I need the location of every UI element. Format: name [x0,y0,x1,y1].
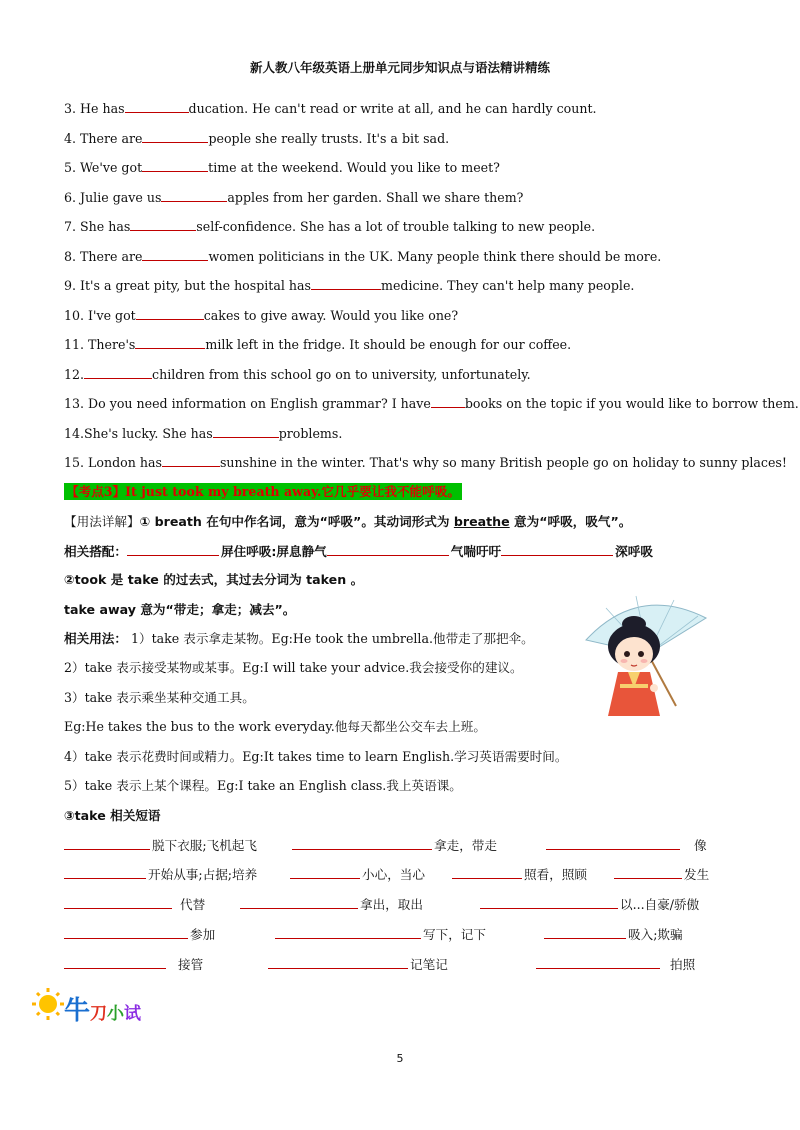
exercise-item [64,159,500,176]
answer-blank[interactable] [130,218,196,231]
exercise-text-after: time at the weekend. Would you like to meet? [208,160,500,175]
usage-3-example: Eg:He takes the bus to the work everyday.他每天都坐公交车去上班。 [64,719,486,734]
exercise-item [64,336,571,353]
collocation-meaning-2: 气喘吁吁 [450,544,502,559]
collocation-meaning-1: 屏住呼吸:屏息静气 [220,544,327,559]
exercise-text-before: 15. London has [64,455,162,470]
takeaway-line: take away 意为“带走；拿走；减去”。 [64,602,296,617]
exercise-item [64,307,458,324]
phrase-item: 照看，照顾 [452,866,587,883]
exercise-text-after: books on the topic if you would like to borrow them. [464,396,799,411]
exercise-text-before: 10. I've got [64,307,136,323]
exercise-text-after: ducation. He can't read or write at all, and he can hardly count. [188,101,597,116]
exercise-item [64,454,787,471]
answer-blank[interactable] [64,896,172,909]
answer-blank[interactable] [268,956,408,969]
phrase-item: 脱下衣服;飞机起飞 [64,837,257,854]
exercise-text-before: 5. We've got [64,160,143,175]
exercise-text-after: children from this school go on to university, unfortunately. [152,366,531,382]
answer-blank[interactable] [142,159,208,172]
logo-text: 牛刀小试 [64,996,142,1026]
answer-blank[interactable] [142,248,208,261]
usage-4: 4）take 表示花费时间或精力。Eg:It takes time to learn English.学习英语需要时间。 [64,749,568,764]
phrase-item: 拍照 [536,956,695,973]
phrase-item: 吸入;欺骗 [544,926,683,943]
usage-text-2: 意为“呼吸，吸气”。 [509,514,632,529]
answer-blank[interactable] [292,837,432,850]
phrase-item: 接管 [64,956,203,973]
exercise-text-before: 11. There's [64,337,136,352]
page-number: 5 [396,1052,404,1065]
kaodian-heading [64,484,462,500]
usage-1-text: 1）take 表示拿走某物。Eg:He took the umbrella.他带走了那把伞。 [126,631,534,646]
phrase-item: 开始从事;占据;培养 [64,866,257,883]
answer-blank[interactable] [327,543,449,556]
exercise-item [64,425,342,442]
answer-blank[interactable] [136,307,204,320]
answer-blank[interactable] [480,896,618,909]
exercise-item [64,277,634,294]
answer-blank[interactable] [431,395,465,408]
phrase-item: 像 [546,837,707,854]
answer-blank[interactable] [64,956,166,969]
exercise-text-after: self-confidence. She has a lot of trouble talking to new people. [196,219,596,234]
answer-blank[interactable] [240,896,358,909]
exercise-item [64,189,523,206]
exercise-item [64,100,597,117]
took-line: ②took 是 take 的过去式，其过去分词为 taken 。 [64,572,364,587]
usage-1 [64,631,534,647]
answer-blank[interactable] [135,336,205,349]
phrase-item: 小心，当心 [290,866,425,883]
answer-blank[interactable] [275,926,421,939]
answer-blank[interactable] [614,866,682,879]
answer-blank[interactable] [127,543,219,556]
usage-prefix: 【用法详解】 [64,514,140,529]
breathe-word: breathe [453,514,510,529]
answer-blank[interactable] [64,926,188,939]
exercise-item [64,248,661,265]
usages-label: 相关用法： [64,631,127,646]
exercise-text-before: 9. It's a great pity, but the hospital has [64,278,311,293]
phrase-item: 拿出，取出 [240,896,423,913]
usage-3: 3）take 表示乘坐某种交通工具。 [64,690,255,705]
answer-blank[interactable] [311,277,381,290]
answer-blank[interactable] [536,956,660,969]
exercise-text-before: 12. [64,366,85,382]
exercise-text-after: medicine. They can't help many people. [381,278,635,293]
phrase-item: 发生 [614,866,709,883]
phrases-title: ③take 相关短语 [64,808,161,823]
collocation-line [64,543,653,560]
exercise-item [64,366,531,383]
phrase-item: 记笔记 [268,956,448,973]
usage-5: 5）take 表示上某个课程。Eg:I take an English class.我上英语课。 [64,778,462,793]
exercise-item [64,218,595,235]
answer-blank[interactable] [544,926,626,939]
answer-blank[interactable] [162,454,220,467]
answer-blank[interactable] [452,866,522,879]
exercise-item [64,130,449,147]
exercise-text-after: people she really trusts. It's a bit sad. [208,130,450,146]
answer-blank[interactable] [546,837,680,850]
exercise-text-after: milk left in the fridge. It should be enough for our coffee. [205,337,572,352]
answer-blank[interactable] [161,189,227,202]
exercise-text-after: problems. [278,425,343,441]
answer-blank[interactable] [84,366,152,379]
exercise-text-before: 3. He has [64,101,125,116]
exercise-text-before: 7. She has [64,219,131,234]
exercise-text-before: 4. There are [64,130,143,146]
answer-blank[interactable] [125,100,189,113]
exercise-text-before: 8. There are [64,248,143,264]
exercise-text-before: 6. Julie gave us [64,189,162,205]
usage-line [64,514,631,530]
answer-blank[interactable] [64,837,150,850]
exercise-text-before: 13. Do you need information on English grammar? I have [64,396,431,411]
answer-blank[interactable] [142,130,208,143]
girl-umbrella-illustration [578,588,712,720]
phrase-item: 代替 [64,896,205,913]
answer-blank[interactable] [213,425,279,438]
exercise-text-after: women politicians in the UK. Many people think there should be more. [208,248,662,264]
page-header: 新人教八年级英语上册单元同步知识点与语法精讲精练 [249,60,550,75]
phrase-item: 参加 [64,926,215,943]
answer-blank[interactable] [290,866,360,879]
kaodian-highlight: 【考点3】It just took my breath away.它几乎要让我不能呼吸。 [66,484,460,499]
phrase-item: 写下，记下 [275,926,486,943]
collocation-meaning-3: 深呼吸 [615,544,653,559]
exercise-text-after: apples from her garden. Shall we share them? [227,189,524,205]
phrase-item: 拿走，带走 [292,837,497,854]
exercise-text-after: cakes to give away. Would you like one? [203,307,459,323]
exercise-item [64,395,799,412]
exercise-text-after: sunshine in the winter. That's why so many British people go on holiday to sunny places! [219,455,787,470]
usage-text-1: ① breath 在句中作名词，意为“呼吸”。其动词形式为 [139,514,454,529]
answer-blank[interactable] [501,543,613,556]
phrase-item: 以...自豪/骄傲 [480,896,699,913]
collocation-label: 相关搭配： [64,544,127,559]
exercise-text-before: 14.She's lucky. She has [64,425,213,441]
answer-blank[interactable] [64,866,146,879]
usage-2: 2）take 表示接受某物或某事。Eg:I will take your advice.我会接受你的建议。 [64,660,523,675]
